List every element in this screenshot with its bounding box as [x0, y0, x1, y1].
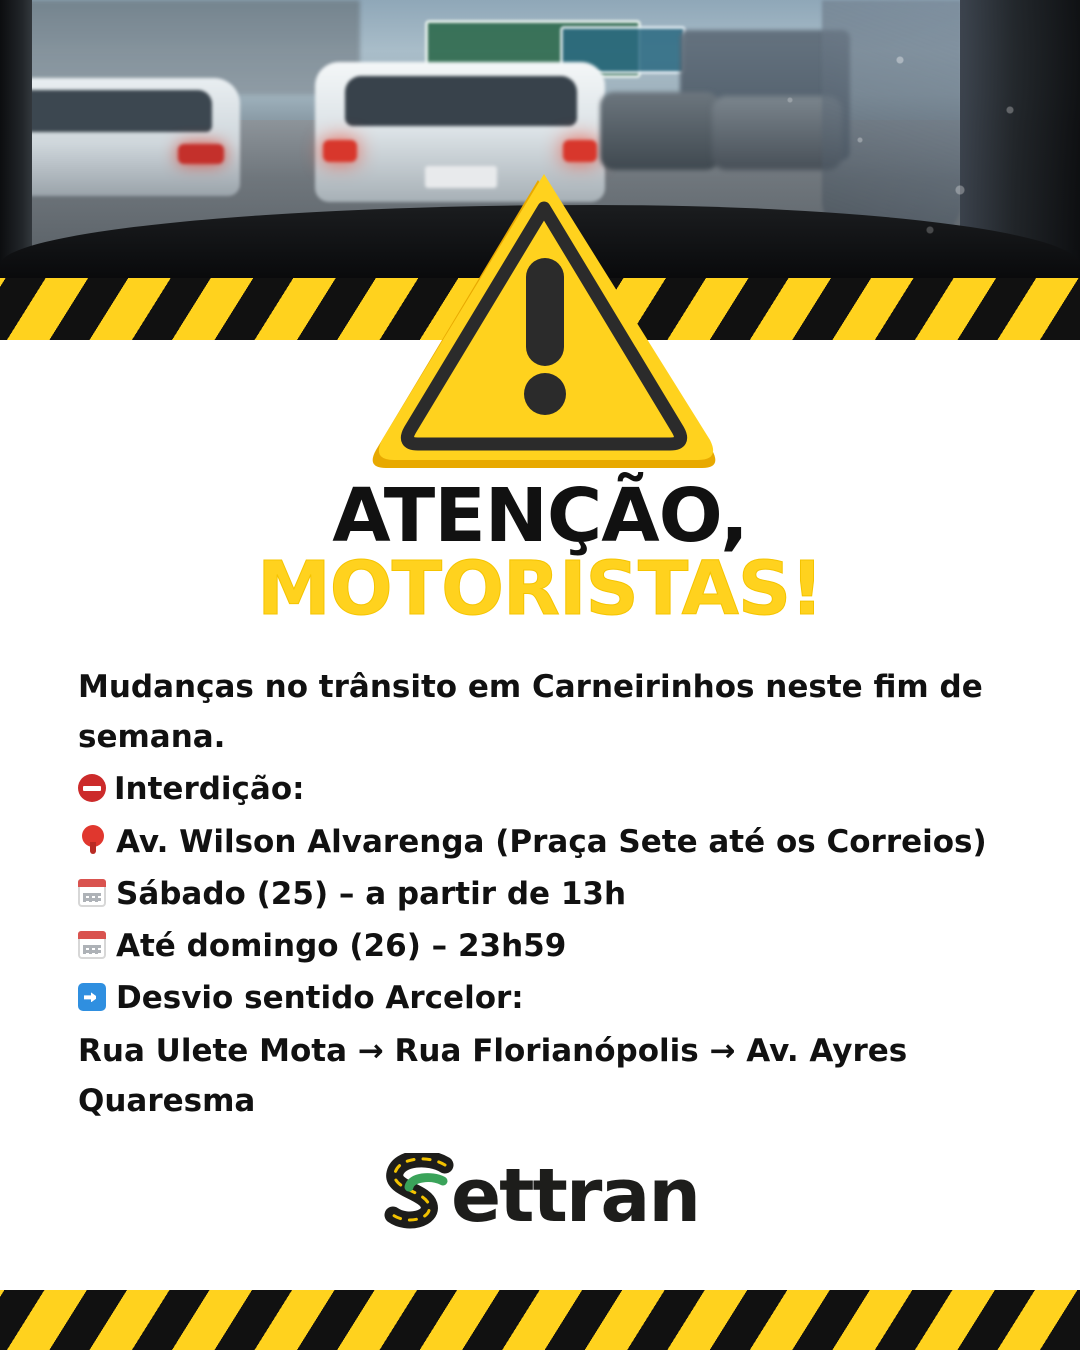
detour-route: Rua Ulete Mota → Rua Florianópolis → Av. Ayres Quaresma — [78, 1032, 908, 1119]
item-detour-label: Desvio sentido Arcelor: — [116, 980, 524, 1017]
photo-car-left-taillight — [178, 144, 224, 164]
photo-rearview-mirror — [822, 0, 962, 240]
item-saturday — [78, 869, 1008, 919]
map-pin-icon — [82, 825, 104, 855]
item-location-label: Av. Wilson Alvarenga (Praça Sete até os Correios) — [116, 823, 987, 860]
item-detour — [78, 973, 1008, 1023]
photo-car-center-window — [345, 76, 577, 126]
item-sunday — [78, 921, 1008, 971]
headline-line-1: ATENÇÃO, — [332, 473, 748, 559]
warning-triangle-icon — [360, 168, 720, 488]
hazard-stripe-bottom — [0, 1290, 1080, 1350]
photo-car-center-taillight-right — [563, 140, 597, 162]
item-location — [78, 817, 1008, 867]
photo-car-left — [0, 78, 240, 196]
settran-logo — [0, 1153, 1080, 1244]
item-interdicao-label: Interdição: — [114, 771, 305, 808]
photo-car-center-taillight-left — [323, 140, 357, 162]
no-entry-icon — [78, 774, 106, 802]
item-sunday-label: Até domingo (26) – 23h59 — [116, 928, 567, 965]
item-interdicao — [78, 764, 1008, 814]
headline-line-2: MOTORISTAS! — [257, 545, 823, 632]
settran-logo-text: ettran — [450, 1153, 700, 1239]
settran-s-road-icon — [381, 1153, 455, 1239]
calendar-icon — [78, 879, 106, 907]
calendar-icon — [78, 931, 106, 959]
photo-car-far-1 — [600, 92, 720, 170]
item-saturday-label: Sábado (25) – a partir de 13h — [116, 875, 627, 912]
intro-text: Mudanças no trânsito em Carneirinhos neste fim de semana. — [78, 669, 983, 756]
photo-car-left-window — [12, 90, 212, 132]
announcement-body — [78, 662, 1008, 1128]
page-title — [0, 473, 1080, 632]
blue-arrow-right-icon — [78, 983, 106, 1011]
